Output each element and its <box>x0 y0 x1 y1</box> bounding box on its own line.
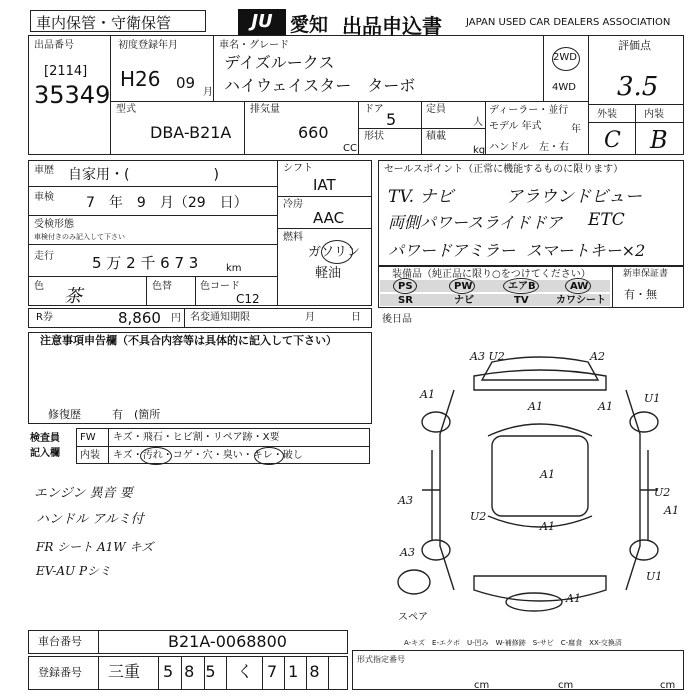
mark-a3u2: A3 U2 <box>470 350 505 363</box>
handwritten-note-1: エンジン 異音 要 <box>34 486 133 501</box>
usage-value: 自家用・( ) <box>68 167 219 183</box>
mark-a1-right-front: A1 <box>598 400 613 413</box>
damage-legend: A-キズ E-エクボ U-凹み W-補修跡 S-サビ C-腐食 XX-交換済 <box>404 639 622 647</box>
equip-sr: SR <box>398 295 413 306</box>
mark-a1-roof: A1 <box>540 468 555 481</box>
rear-bumper-mark <box>506 593 562 611</box>
org-name: 愛知 <box>290 14 329 36</box>
name-change-day: 日 <box>351 312 361 323</box>
fuel-gas-circle <box>321 240 353 264</box>
drive-4wd: 4WD <box>552 82 576 93</box>
load-unit: kg <box>473 145 486 156</box>
wheel-rear-right <box>630 540 658 560</box>
dims-cm-1: cm <box>474 680 490 691</box>
shaken-label: 車検 <box>34 192 54 203</box>
shift-value: IAT <box>313 176 336 194</box>
selling-point-2: アラウンドビュー <box>506 187 642 207</box>
spare-label: スペア <box>398 612 428 623</box>
warranty-options: 有・無 <box>624 288 657 301</box>
shape-label: 形状 <box>364 131 384 142</box>
back-seal-label: 後日品 <box>382 314 412 325</box>
mark-a1-rear: A1 <box>540 520 555 533</box>
equipment-label: 装備品（純正品に限り○をつけてください） <box>392 269 591 280</box>
equip-navi: ナビ <box>454 295 474 306</box>
handle-label: ハンドル 左・右 <box>489 142 569 153</box>
handwritten-note-2: ハンドル アルミ付 <box>36 512 144 527</box>
selling-point-1: TV. ナビ <box>388 187 454 207</box>
dims-cm-3: cm <box>660 680 676 691</box>
name-change-label: 名変通知期限 <box>190 312 250 323</box>
fuel-diesel: 軽油 <box>315 266 342 281</box>
dims-label: 形式指定番号 <box>357 655 405 664</box>
spare-tire <box>398 570 430 594</box>
mileage-label: 走行 <box>34 251 54 262</box>
warranty-label: 新車保証書 <box>623 269 669 279</box>
wheel-front-left <box>422 412 450 432</box>
inspection-row1-label: FW <box>80 432 96 443</box>
mark-a1-bumper: A1 <box>566 592 581 605</box>
mark-u2-right: U2 <box>654 486 671 499</box>
equip-aw-circle <box>565 278 591 294</box>
english-title: JAPAN USED CAR DEALERS ASSOCIATION <box>466 17 671 28</box>
mark-a2: A2 <box>590 350 605 363</box>
fuel-gas: ガソリン <box>308 245 361 260</box>
mark-a3-rear-left: A3 <box>400 546 415 559</box>
equip-airbag: エアB <box>508 281 536 292</box>
storage-note: 車内保管・守衛保管 <box>36 14 172 32</box>
mark-a1-front: A1 <box>528 400 543 413</box>
inspection-row1-items: キズ・飛石・ヒビ割・リペア跡・X要 <box>113 432 280 443</box>
equip-ps-circle <box>393 278 417 294</box>
ac-value: AAC <box>313 209 345 227</box>
color-code-value: C12 <box>236 292 260 306</box>
selling-point-5: パワードアミラー <box>388 241 516 260</box>
listing-number: 35349 <box>34 81 111 109</box>
selling-point-4: ETC <box>588 210 625 230</box>
chassis-label: 車台番号 <box>38 635 82 648</box>
drive-2wd: 2WD <box>553 52 577 63</box>
color-code-label: 色コード <box>200 281 240 292</box>
car-rear-outline <box>474 576 606 601</box>
mark-u2-left: U2 <box>470 510 487 523</box>
listing-sub-number: [2114] <box>44 64 88 79</box>
form-title: 出品申込書 <box>342 14 442 38</box>
mark-u1-right: U1 <box>644 392 661 405</box>
shift-label: シフト <box>283 163 313 174</box>
handwritten-note-3: FR シート A1W キズ <box>36 540 154 554</box>
plate-area: 三重 <box>108 662 141 681</box>
wheel-front-right <box>630 412 658 432</box>
score-value: 3.5 <box>617 72 659 102</box>
era-year: H26 <box>120 67 161 91</box>
repair-label: 修復歴 <box>48 408 81 421</box>
equip-aw: AW <box>570 281 589 292</box>
load-label: 積載 <box>426 131 446 142</box>
selling-points-label: セールスポイント（正常に機能するものに限ります） <box>384 164 624 175</box>
car-name: デイズルークス <box>224 53 335 72</box>
color-change-label: 色替 <box>152 281 172 292</box>
model-year-label: モデル 年式 <box>489 121 542 132</box>
usage-label: 車歴 <box>34 165 54 176</box>
mark-u1-rear-right: U1 <box>646 570 663 583</box>
acceptance-label: 受検形態 <box>34 219 74 230</box>
plate-class: 585 <box>163 662 227 681</box>
color-value: 茶 <box>64 286 82 307</box>
name-change-month: 月 <box>305 312 315 323</box>
equip-pw-circle <box>449 278 475 294</box>
first-reg-label: 初度登録年月 <box>118 40 178 51</box>
car-grade: ハイウェイスター ターボ <box>224 76 416 95</box>
tax-label: R券 <box>36 312 53 323</box>
model-value: DBA-B21A <box>150 123 232 142</box>
exterior-label: 外装 <box>597 109 617 120</box>
mileage-unit: km <box>226 263 242 274</box>
model-label: 型式 <box>116 104 136 115</box>
plate-number: 718 <box>267 662 331 681</box>
equip-seat: カワシート <box>556 295 606 306</box>
car-windshield <box>488 424 592 436</box>
plate-label: 登録番号 <box>38 666 82 679</box>
acceptance-note: 車検付きのみ記入して下さい <box>34 233 125 241</box>
score-label: 評価点 <box>618 39 651 52</box>
car-left-body <box>440 390 454 590</box>
displacement-value: 660 <box>298 123 329 142</box>
storage-note-box <box>30 10 206 32</box>
selling-point-6: スマートキー×2 <box>526 241 646 260</box>
inspector-label-box <box>28 428 76 464</box>
mark-a1-right-door: A1 <box>664 504 679 517</box>
exterior-grade: C <box>604 128 621 153</box>
interior-grade: B <box>650 126 668 154</box>
plate-kana: く <box>237 662 254 681</box>
mark-a1-left-front: A1 <box>420 388 435 401</box>
shaken-value: 7 年 9 月（29 日） <box>86 195 248 211</box>
equip-airbag-circle <box>503 278 539 294</box>
equip-ps: PS <box>398 281 413 292</box>
smell-circle <box>254 447 284 465</box>
chassis-value: B21A-0068800 <box>168 632 287 651</box>
logo-text: JU <box>251 11 273 32</box>
top-info-box <box>28 35 684 155</box>
month-unit: 月 <box>203 87 213 98</box>
dims-cm-2: cm <box>558 680 574 691</box>
capacity-unit: 人 <box>473 117 483 128</box>
inspector-label: 検査員 記入欄 <box>30 433 60 459</box>
tax-unit: 円 <box>171 313 181 324</box>
inspection-row2-label: 内装 <box>80 450 100 461</box>
capacity-label: 定員 <box>426 104 446 115</box>
listing-number-label: 出品番号 <box>34 40 74 51</box>
handwritten-note-4: EV-AU Pシミ <box>36 564 112 578</box>
wheel-rear-left <box>422 540 450 560</box>
name-grade-label: 車名・グレード <box>219 40 289 51</box>
fuel-label: 燃料 <box>283 232 303 243</box>
doors-value: 5 <box>386 110 397 129</box>
mark-a3-left: A3 <box>398 494 413 507</box>
dealer-label: ディーラー・並行 <box>489 105 569 116</box>
year-unit: 年 <box>571 124 581 135</box>
tax-value: 8,860 <box>118 309 161 327</box>
displacement-label: 排気量 <box>250 104 280 115</box>
dirt-circle <box>140 447 172 465</box>
displacement-unit: CC <box>343 143 357 154</box>
color-label: 色 <box>34 281 44 292</box>
ju-logo <box>238 9 286 35</box>
reg-month: 09 <box>176 74 196 92</box>
selling-point-3: 両側パワースライドドア <box>388 213 563 232</box>
equip-tv: TV <box>514 295 529 306</box>
notes-label: 注意事項申告欄（不具合内容等は具体的に記入して下さい） <box>40 334 337 347</box>
mileage-value: 5 万 2 千 6 7 3 <box>92 254 199 272</box>
ac-label: 冷房 <box>283 199 303 210</box>
doors-label: ドア <box>364 104 384 115</box>
inspection-row2-items: キズ・汚れ・コゲ・穴・臭い・キレ・破し <box>113 450 303 461</box>
repair-value: 有 (箇所 <box>112 408 161 421</box>
interior-label: 内装 <box>644 109 664 120</box>
car-right-body <box>626 390 640 590</box>
equip-pw: PW <box>454 281 473 292</box>
